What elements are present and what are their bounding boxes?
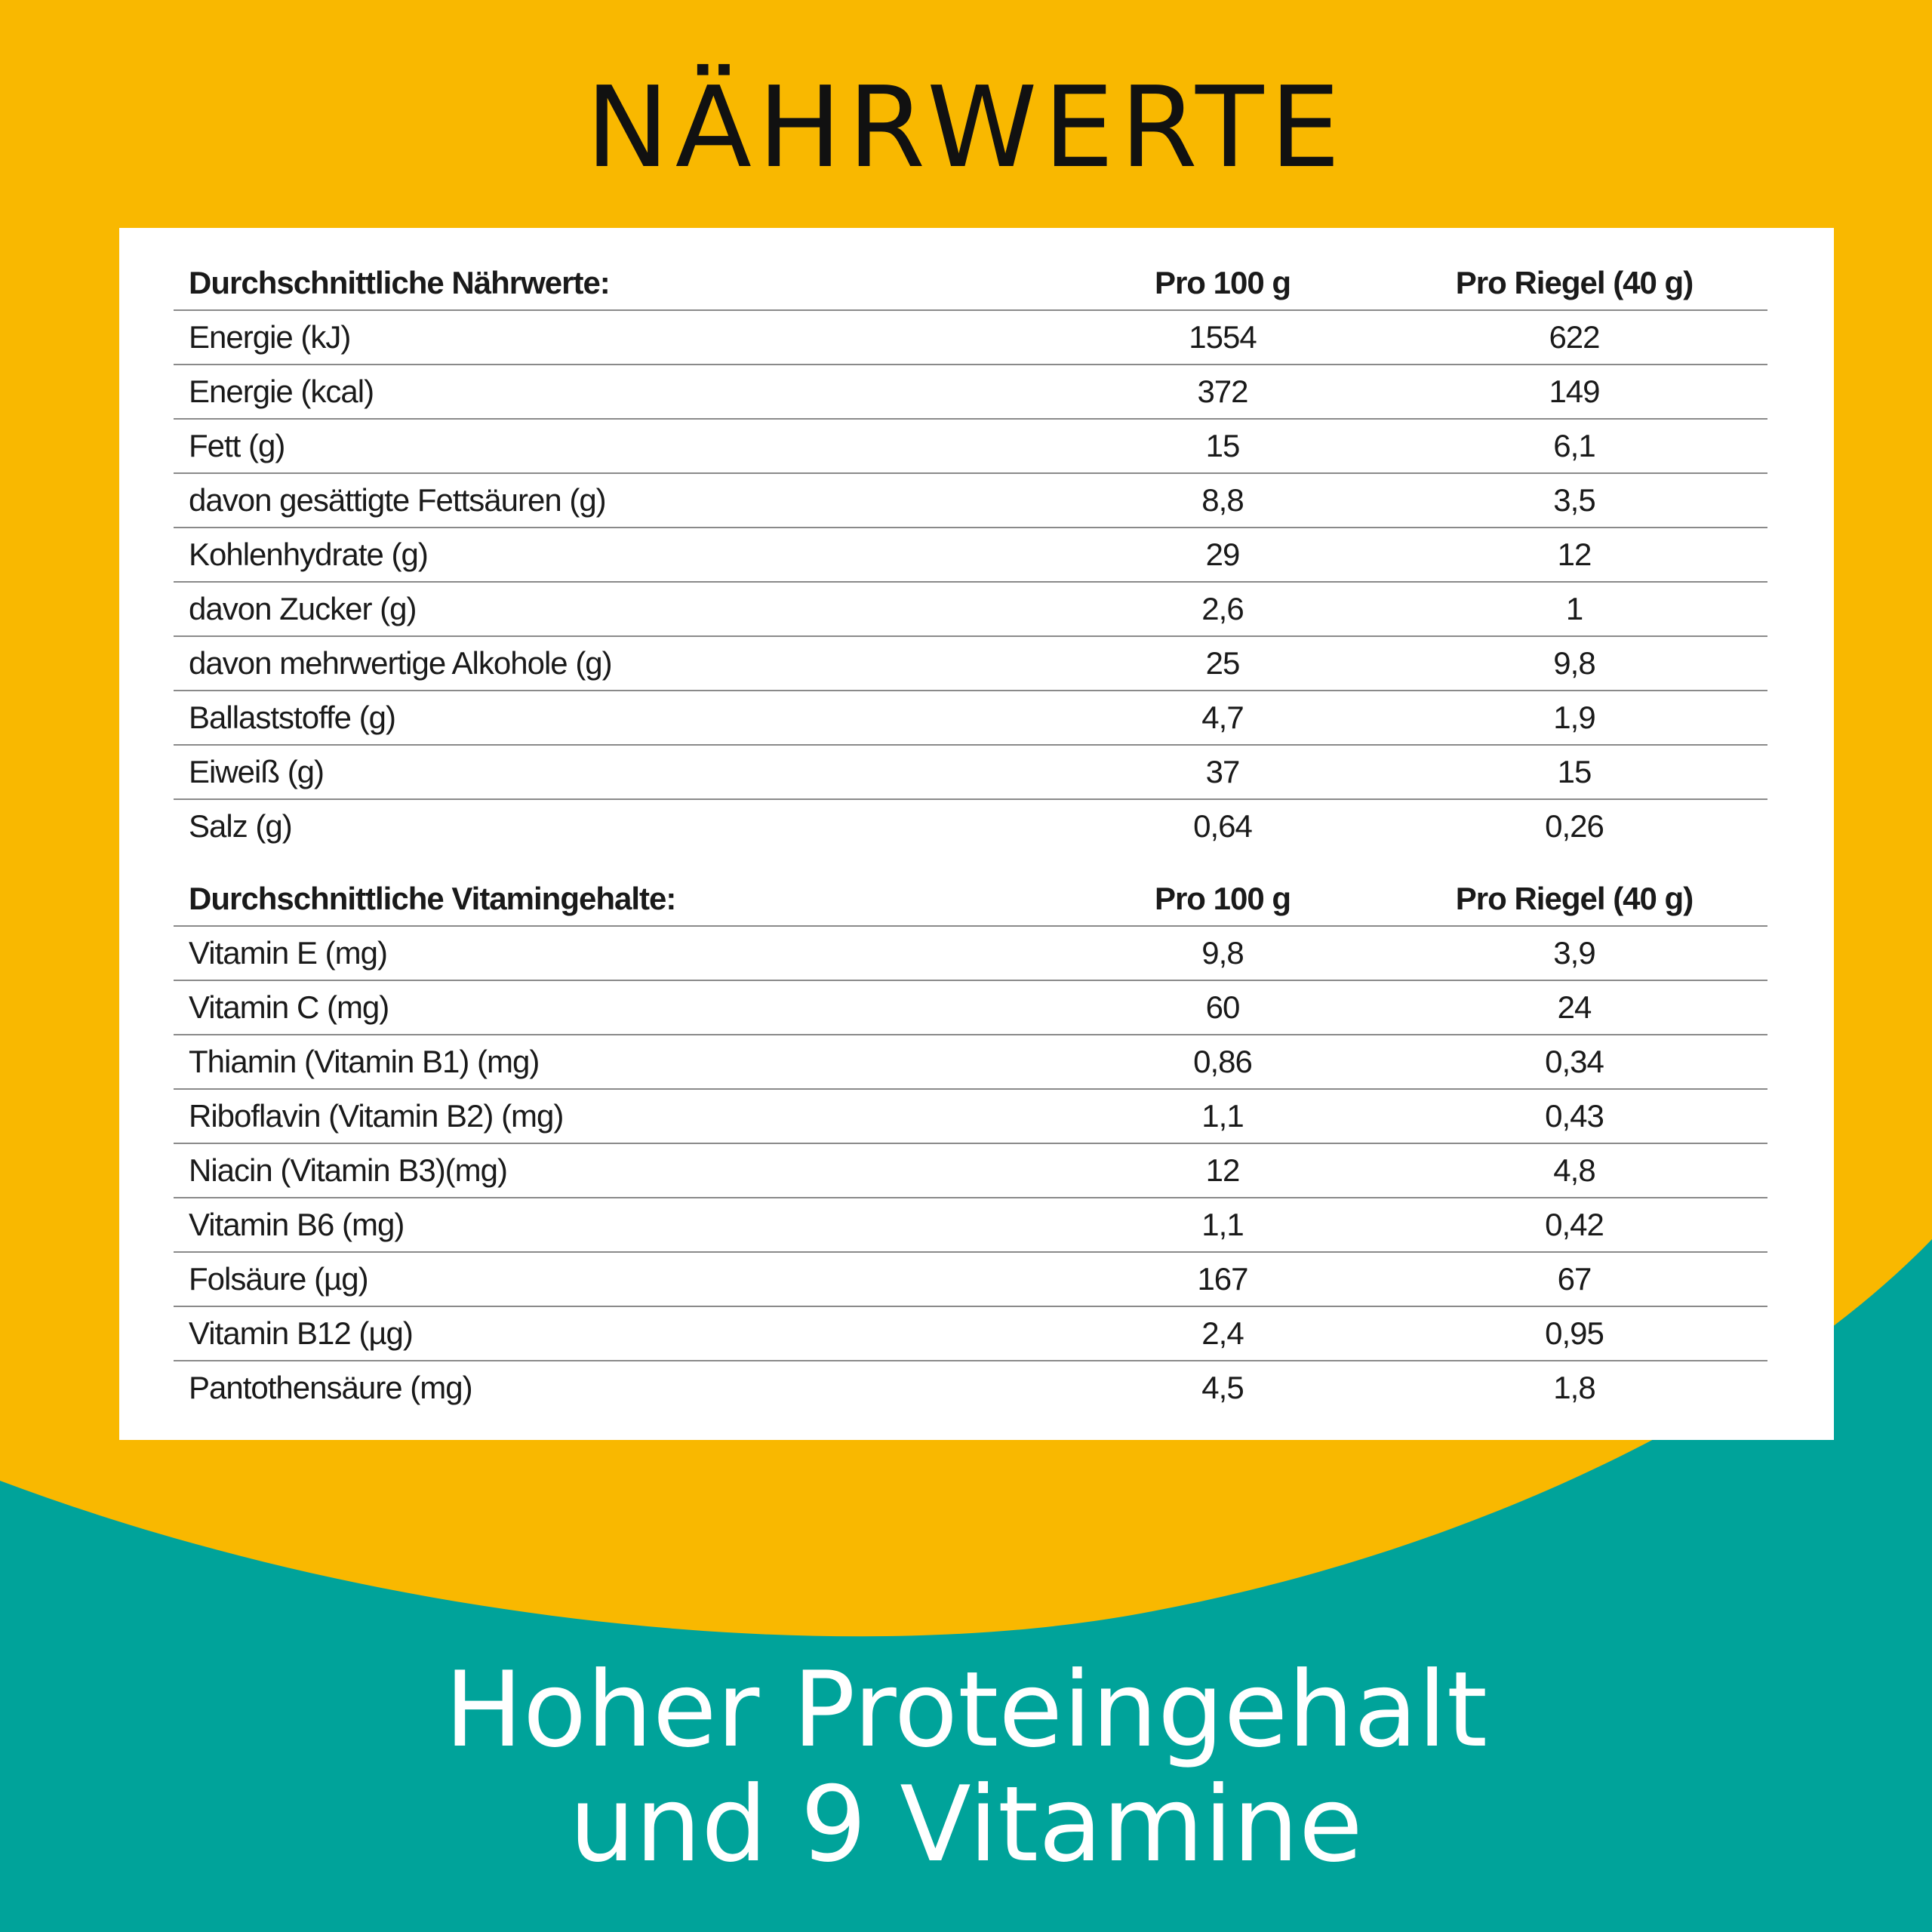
column-header-per-100g: Pro 100 g <box>1154 881 1291 916</box>
row-label: davon mehrwertige Alkohole (g) <box>174 636 1064 691</box>
row-value-per-100g: 60 <box>1064 980 1381 1035</box>
row-value-per-100g: 4,7 <box>1064 691 1381 745</box>
table-row <box>174 980 1767 1035</box>
row-value-per-bar: 0,26 <box>1381 799 1767 853</box>
table-row <box>174 582 1767 636</box>
row-label: Thiamin (Vitamin B1) (mg) <box>174 1035 1064 1089</box>
table-row <box>174 365 1767 419</box>
table-row <box>174 691 1767 745</box>
row-value-per-bar: 24 <box>1381 980 1767 1035</box>
row-label: davon gesättigte Fettsäuren (g) <box>174 473 1064 528</box>
row-label: Salz (g) <box>174 799 1064 853</box>
column-header-label: Durchschnittliche Nährwerte: <box>189 265 610 300</box>
column-header-per-bar: Pro Riegel (40 g) <box>1455 265 1694 300</box>
tagline <box>0 1649 1932 1885</box>
row-label: Vitamin B12 (µg) <box>174 1306 1064 1361</box>
row-value-per-100g: 372 <box>1064 365 1381 419</box>
row-value-per-bar: 9,8 <box>1381 636 1767 691</box>
row-value-per-bar: 15 <box>1381 745 1767 799</box>
row-value-per-100g: 0,86 <box>1064 1035 1381 1089</box>
row-label: Riboflavin (Vitamin B2) (mg) <box>174 1089 1064 1143</box>
row-value-per-100g: 12 <box>1064 1143 1381 1198</box>
row-value-per-100g: 9,8 <box>1064 926 1381 980</box>
table-row <box>174 1252 1767 1306</box>
table-row <box>174 1143 1767 1198</box>
row-value-per-100g: 0,64 <box>1064 799 1381 853</box>
row-label: Vitamin B6 (mg) <box>174 1198 1064 1252</box>
row-label: Pantothensäure (mg) <box>174 1361 1064 1414</box>
table-row <box>174 419 1767 473</box>
table-header-row <box>174 872 1767 926</box>
row-value-per-bar: 6,1 <box>1381 419 1767 473</box>
row-value-per-100g: 8,8 <box>1064 473 1381 528</box>
nutrition-table <box>174 257 1767 853</box>
row-value-per-bar: 67 <box>1381 1252 1767 1306</box>
row-value-per-bar: 3,5 <box>1381 473 1767 528</box>
tagline-line-1: Hoher Proteingehalt <box>445 1649 1487 1770</box>
row-label: Energie (kJ) <box>174 310 1064 365</box>
table-row <box>174 528 1767 582</box>
row-value-per-bar: 149 <box>1381 365 1767 419</box>
vitamin-table <box>174 872 1767 1414</box>
table-row <box>174 310 1767 365</box>
table-row <box>174 1198 1767 1252</box>
table-row <box>174 636 1767 691</box>
row-label: Kohlenhydrate (g) <box>174 528 1064 582</box>
table-header-row <box>174 257 1767 310</box>
table-row <box>174 926 1767 980</box>
row-label: davon Zucker (g) <box>174 582 1064 636</box>
table-row <box>174 1361 1767 1414</box>
table-row <box>174 1035 1767 1089</box>
table-row <box>174 1089 1767 1143</box>
table-row <box>174 745 1767 799</box>
row-label: Niacin (Vitamin B3)(mg) <box>174 1143 1064 1198</box>
row-value-per-bar: 0,42 <box>1381 1198 1767 1252</box>
row-value-per-100g: 2,4 <box>1064 1306 1381 1361</box>
row-value-per-bar: 3,9 <box>1381 926 1767 980</box>
nutrition-panel <box>119 228 1834 1440</box>
row-value-per-bar: 0,95 <box>1381 1306 1767 1361</box>
column-header-label: Durchschnittliche Vitamingehalte: <box>189 881 676 916</box>
row-value-per-bar: 1,9 <box>1381 691 1767 745</box>
row-value-per-bar: 0,34 <box>1381 1035 1767 1089</box>
row-value-per-bar: 4,8 <box>1381 1143 1767 1198</box>
table-row <box>174 473 1767 528</box>
row-value-per-100g: 37 <box>1064 745 1381 799</box>
row-label: Energie (kcal) <box>174 365 1064 419</box>
row-label: Eiweiß (g) <box>174 745 1064 799</box>
row-value-per-100g: 2,6 <box>1064 582 1381 636</box>
row-label: Folsäure (µg) <box>174 1252 1064 1306</box>
row-label: Fett (g) <box>174 419 1064 473</box>
row-value-per-bar: 0,43 <box>1381 1089 1767 1143</box>
row-label: Vitamin C (mg) <box>174 980 1064 1035</box>
column-header-per-bar: Pro Riegel (40 g) <box>1455 881 1694 916</box>
row-label: Ballaststoffe (g) <box>174 691 1064 745</box>
row-value-per-bar: 622 <box>1381 310 1767 365</box>
row-label: Vitamin E (mg) <box>174 926 1064 980</box>
row-value-per-100g: 1,1 <box>1064 1198 1381 1252</box>
row-value-per-100g: 4,5 <box>1064 1361 1381 1414</box>
page-title: NÄHRWERTE <box>586 63 1346 192</box>
table-row <box>174 1306 1767 1361</box>
row-value-per-bar: 1,8 <box>1381 1361 1767 1414</box>
table-row <box>174 799 1767 853</box>
row-value-per-100g: 15 <box>1064 419 1381 473</box>
row-value-per-bar: 12 <box>1381 528 1767 582</box>
row-value-per-bar: 1 <box>1381 582 1767 636</box>
row-value-per-100g: 29 <box>1064 528 1381 582</box>
row-value-per-100g: 25 <box>1064 636 1381 691</box>
row-value-per-100g: 1554 <box>1064 310 1381 365</box>
tagline-line-2: und 9 Vitamine <box>569 1764 1363 1885</box>
row-value-per-100g: 167 <box>1064 1252 1381 1306</box>
row-value-per-100g: 1,1 <box>1064 1089 1381 1143</box>
column-header-per-100g: Pro 100 g <box>1154 265 1291 300</box>
